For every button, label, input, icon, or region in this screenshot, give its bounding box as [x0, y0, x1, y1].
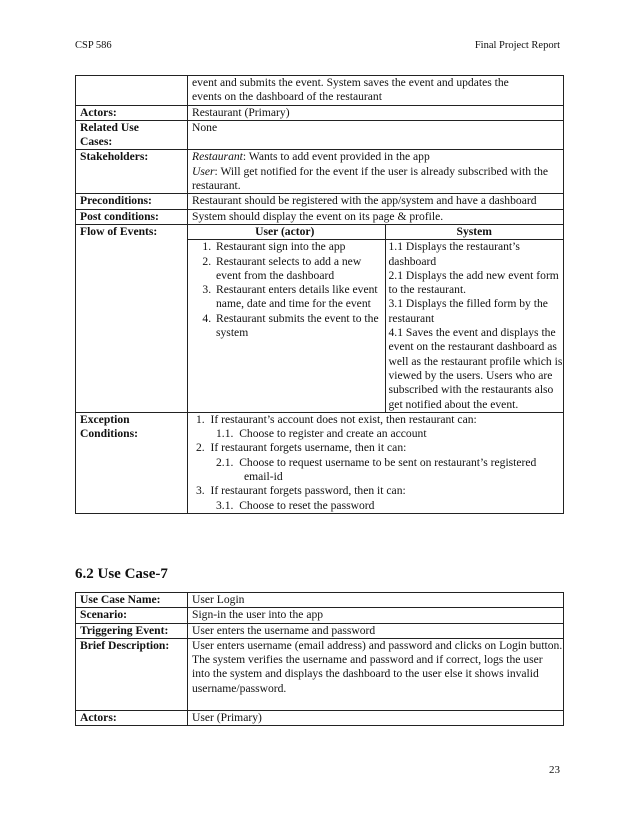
continuation-line: events on the dashboard of the restaurant — [192, 90, 382, 104]
stakeholder-name: Restaurant — [192, 150, 243, 164]
postconditions-row — [76, 209, 564, 224]
page-number: 23 — [549, 764, 560, 776]
system-step: 3.1 Displays the filled form by the restaurant — [388, 297, 548, 325]
use-case-7-table — [75, 592, 564, 726]
row-label: Brief Description: — [76, 638, 188, 710]
actor-steps — [188, 240, 385, 412]
row-label: Actors: — [76, 711, 188, 726]
exception-text: Choose to request username to be sent on restaurant’s registered email-id — [239, 455, 537, 484]
row-value: User enters username (email address) and password and clicks on Login button. The system verifies the username and password and if correct, logs the user into the system and displays the dashboard to the user else it shows invalid username/password. — [188, 638, 564, 710]
system-step: 4.1 Saves the event and displays the event on the restaurant dashboard as well as the restaurant profile which is viewed by the users. Users who are subscribed with the restaurants also get notified about the event. — [388, 326, 563, 411]
exception-text: If restaurant’s account does not exist, then restaurant can: — [210, 412, 477, 426]
preconditions-value: Restaurant should be registered with the app/system and have a dashboard — [188, 194, 564, 209]
section-heading: 6.2 Use Case-7 — [75, 566, 168, 582]
flow-of-events-row — [76, 224, 564, 412]
exception-number: 1.1. — [216, 427, 234, 441]
use-case-row — [76, 593, 564, 608]
exception-text: If restaurant forgets username, then it can: — [210, 441, 407, 455]
exception-text: If restaurant forgets password, then it can: — [210, 484, 406, 498]
postconditions-value: System should display the event on its page & profile. — [188, 209, 564, 224]
stakeholders-label: Stakeholders: — [76, 150, 188, 194]
exception-item — [192, 441, 563, 455]
flow-label: Flow of Events: — [76, 224, 188, 412]
exception-number: 1. — [196, 412, 205, 426]
use-case-row — [76, 623, 564, 638]
use-case-row — [76, 711, 564, 726]
preconditions-label: Preconditions: — [76, 194, 188, 209]
system-steps — [385, 240, 563, 412]
actors-row — [76, 105, 564, 120]
exception-item — [192, 427, 563, 441]
actors-label: Actors: — [76, 105, 188, 120]
preconditions-row — [76, 194, 564, 209]
stakeholder-item — [192, 165, 563, 194]
exception-number: 2. — [196, 441, 205, 455]
stakeholder-item — [192, 150, 563, 164]
related-label: Related Use — [80, 120, 139, 134]
use-case-table-continued — [75, 75, 564, 514]
exception-item — [192, 499, 563, 513]
row-value: User Login — [188, 593, 564, 608]
actor-step-list — [188, 240, 382, 340]
row-label: Scenario: — [76, 608, 188, 623]
exception-list — [192, 413, 563, 513]
row-label: Use Case Name: — [76, 593, 188, 608]
exception-number: 3. — [196, 484, 205, 498]
exception-item — [192, 456, 563, 485]
use-case-row — [76, 638, 564, 710]
row-value: User enters the username and password — [188, 623, 564, 638]
header-course-code: CSP 586 — [75, 40, 112, 51]
exception-label: Conditions: — [80, 427, 138, 441]
exception-text: Choose to reset the password — [239, 498, 375, 512]
postconditions-label: Post conditions: — [76, 209, 188, 224]
flow-table — [188, 225, 563, 412]
flow-header-actor: User (actor) — [188, 225, 385, 240]
related-use-cases-row — [76, 120, 564, 150]
stakeholder-text: : Will get notified for the event if the user is already subscribed with the restaurant. — [192, 164, 549, 193]
system-step: 2.1 Displays the add new event form to the restaurant. — [388, 268, 559, 297]
exception-number: 3.1. — [216, 498, 234, 512]
exception-item — [192, 484, 563, 498]
continuation-line: event and submits the event. System saves the event and updates the — [192, 76, 509, 89]
related-label: Cases: — [80, 135, 113, 149]
related-value: None — [188, 120, 564, 150]
row-value: Sign-in the user into the app — [188, 608, 564, 623]
use-case-row — [76, 608, 564, 623]
stakeholder-text: : Wants to add event provided in the app — [242, 150, 430, 164]
row-value: User (Primary) — [188, 711, 564, 726]
actor-step: 3. Restaurant enters details like event name, date and time for the event — [214, 283, 382, 312]
header-report-title: Final Project Report — [474, 40, 560, 51]
flow-header-system: System — [385, 225, 563, 240]
continuation-row — [76, 76, 564, 106]
exception-text: Choose to register and create an account — [239, 427, 427, 441]
exception-conditions-row — [76, 412, 564, 513]
actor-step: 1. Restaurant sign into the app — [214, 240, 382, 254]
system-step: 1.1 Displays the restaurant’s dashboard — [388, 240, 520, 268]
stakeholder-name: User — [192, 164, 215, 178]
exception-label: Exception — [80, 412, 130, 426]
row-label: Triggering Event: — [76, 623, 188, 638]
actor-step: 2. Restaurant selects to add a new event from the dashboard — [214, 255, 382, 284]
exception-number: 2.1. — [216, 455, 234, 469]
actor-step: 4. Restaurant submits the event to the system — [214, 312, 382, 341]
actors-value: Restaurant (Primary) — [188, 105, 564, 120]
stakeholders-row — [76, 150, 564, 194]
exception-item — [192, 413, 563, 427]
